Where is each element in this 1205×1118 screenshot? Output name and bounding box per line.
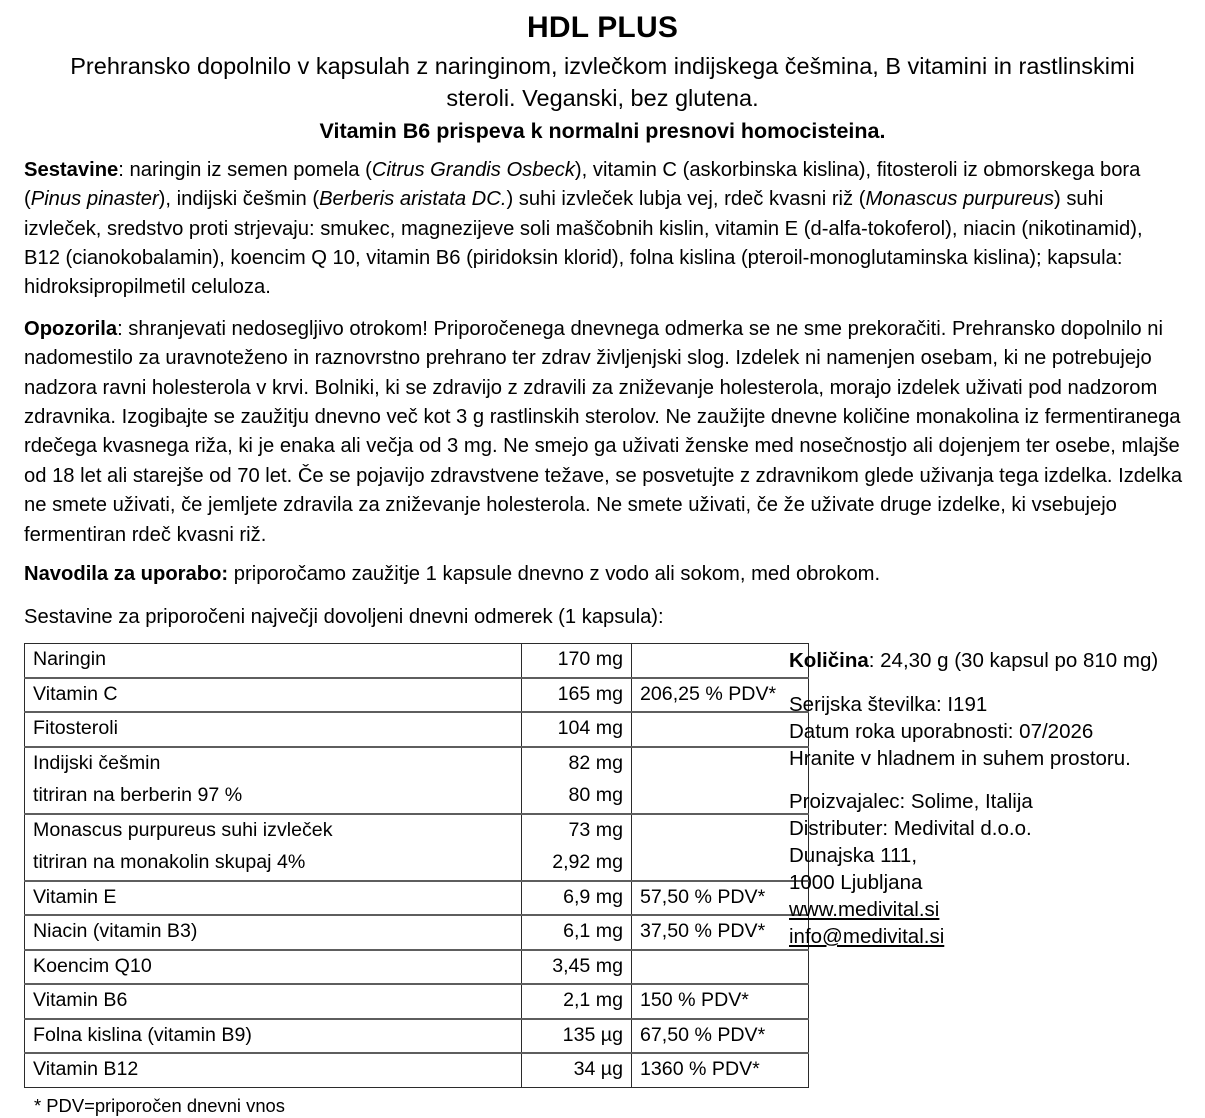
cell-pdv-percent: 67,50 % PDV* (632, 1019, 809, 1054)
table-row (25, 1053, 809, 1087)
cell-amount: 82 mg (522, 747, 632, 781)
ingredients-text-1: : naringin iz semen pomela ( (118, 158, 372, 181)
table-row (25, 712, 809, 747)
ingredients-label: Sestavine (24, 158, 119, 181)
table-row (25, 814, 809, 848)
cell-ingredient-name: Vitamin E (25, 881, 522, 916)
cell-amount: 6,1 mg (522, 915, 632, 950)
warnings-paragraph (14, 315, 1191, 550)
page-title: HDL PLUS (526, 11, 679, 44)
ingredients-text-3: ), indijski češmin ( (158, 188, 320, 211)
cell-pdv-percent: 150 % PDV* (632, 984, 809, 1019)
table-row (25, 950, 809, 985)
ingredients-text-5: ) suhi izvleček, sredstvo proti strjevaju: smukec, magnezijeve soli maščobnih kislin, vitamin E (d-alfa-tokoferol), niacin (nikotinamid), B12 (cianokobalamin), koencim Q 10, vitamin B6 (piridoksin klorid), folna kislina (pteroil-monoglutaminska kislina); kapsula: hidroksipropilmetil celuloza. (24, 188, 1143, 299)
facts-table-body (25, 644, 809, 1088)
cell-ingredient-name: Fitosteroli (25, 712, 522, 747)
cell-amount: 165 mg (522, 678, 632, 713)
quantity-line (789, 647, 1183, 674)
company-block (789, 788, 1183, 950)
batch-number: Serijska številka: I191 (789, 692, 988, 716)
cell-ingredient-name: Koencim Q10 (25, 950, 522, 985)
address-city: 1000 Ljubljana (789, 870, 923, 894)
cell-ingredient-name: Folna kislina (vitamin B9) (25, 1019, 522, 1054)
table-row (25, 1019, 809, 1054)
table-row (25, 747, 809, 781)
info-panel (767, 643, 1183, 965)
usage-label: Navodila za uporabo: (24, 562, 229, 585)
ingredients-italic-4: Monascus purpureus (865, 188, 1054, 211)
batch-block (789, 691, 1183, 772)
table-row (25, 678, 809, 713)
cell-ingredient-name: titriran na monakolin skupaj 4% (25, 847, 522, 881)
table-row (25, 847, 809, 881)
cell-amount: 80 mg (522, 780, 632, 814)
product-subtitle: Prehransko dopolnilo v kapsulah z naringinom, izvlečkom indijskega češmina, B vitamini in rastlinskimi steroli. Veganski, bez glutena. (70, 53, 1135, 111)
email-link[interactable]: info@medivital.si (789, 924, 945, 948)
cell-pdv-percent: 206,25 % PDV* (632, 678, 809, 713)
quantity-value: : 24,30 g (30 kapsul po 810 mg) (868, 649, 1159, 673)
table-caption: Sestavine za priporočeni največji dovoljeni dnevni odmerek (1 kapsula): (24, 606, 664, 629)
cell-amount: 6,9 mg (522, 881, 632, 916)
cell-pdv-percent: 37,50 % PDV* (632, 915, 809, 950)
warnings-label: Opozorila (24, 317, 118, 340)
website-link[interactable]: www.medivital.si (789, 897, 940, 921)
cell-amount: 135 µg (522, 1019, 632, 1054)
ingredients-paragraph (14, 156, 1191, 303)
address-street: Dunajska 111, (789, 843, 918, 867)
cell-pdv-percent: 57,50 % PDV* (632, 881, 809, 916)
cell-amount: 34 µg (522, 1053, 632, 1087)
cell-ingredient-name: titriran na berberin 97 % (25, 780, 522, 814)
ingredients-italic-1: Citrus Grandis Osbeck (371, 158, 575, 181)
health-claim: Vitamin B6 prispeva k normalni presnovi homocisteina. (319, 118, 886, 143)
storage-instruction: Hranite v hladnem in suhem prostoru. (789, 746, 1131, 770)
cell-amount: 104 mg (522, 712, 632, 747)
cell-ingredient-name: Niacin (vitamin B3) (25, 915, 522, 950)
ingredients-italic-2: Pinus pinaster (30, 188, 159, 211)
cell-ingredient-name: Vitamin C (25, 678, 522, 713)
cell-ingredient-name: Naringin (25, 644, 522, 678)
pdv-footnote: * PDV=priporočen dnevni vnos (34, 1094, 285, 1116)
facts-table-column (24, 643, 777, 1117)
supplement-facts-table (24, 643, 809, 1088)
cell-pdv-percent: 1360 % PDV* (632, 1053, 809, 1087)
expiry-date: Datum roka uporabnosti: 07/2026 (789, 719, 1094, 743)
table-row (25, 644, 809, 678)
cell-ingredient-name: Vitamin B12 (25, 1053, 522, 1087)
manufacturer: Proizvajalec: Solime, Italija (789, 789, 1033, 813)
quantity-label: Količina (789, 649, 869, 673)
cell-ingredient-name: Monascus purpureus suhi izvleček (25, 814, 522, 848)
cell-ingredient-name: Indijski češmin (25, 747, 522, 781)
cell-amount: 73 mg (522, 814, 632, 848)
cell-ingredient-name: Vitamin B6 (25, 984, 522, 1019)
cell-amount: 2,92 mg (522, 847, 632, 881)
table-row (25, 915, 809, 950)
ingredients-italic-3: Berberis aristata DC. (319, 188, 507, 211)
cell-amount: 170 mg (522, 644, 632, 678)
ingredients-text-2: ), vitamin C (askorbinska kislina), fitosteroli iz obmorskega bora ( (24, 158, 1141, 211)
distributor: Distributer: Medivital d.o.o. (789, 816, 1032, 840)
ingredients-text-4: ) suhi izvleček lubja vej, rdeč kvasni riž ( (506, 188, 866, 211)
cell-amount: 3,45 mg (522, 950, 632, 985)
table-row (25, 984, 809, 1019)
lower-section (14, 643, 1191, 1117)
usage-text: priporočamo zaužitje 1 kapsule dnevno z vodo ali sokom, med obrokom. (228, 562, 881, 585)
usage-paragraph (14, 560, 1191, 589)
cell-amount: 2,1 mg (522, 984, 632, 1019)
table-row (25, 881, 809, 916)
warnings-text: : shranjevati nedosegljivo otrokom! Priporočenega dnevnega odmerka se ne sme prekoračiti. Prehransko dopolnilo ni nadomestilo za uravnoteženo in raznovrstno prehrano ter zdrav življenjski slog. Izdelek ni namenjen osebam, ki ne potrebujejo nadzora ravni holesterola v krvi. Bolniki, ki se zdravijo z zdravili za zniževanje holesterola, morajo izdelek uživati pod nadzorom zdravnika. Izogibajte se zaužitju dnevno več kot 3 g rastlinskih sterolov. Ne zaužijte dnevne količine monakolina iz fermentiranega rdečega kvasnega riža, ki je enaka ali večja od 3 mg. Ne smejo ga uživati ženske med nosečnostjo ali dojenjem ter osebe, mlajše od 18 let ali starejše od 70 let. Če se pojavijo zdravstvene težave, se posvetujte z zdravnikom glede uživanja tega izdelka. Izdelka ne smete uživati, če jemljete zdravila za zniževanje holesterola. Ne smete uživati, če že uživate druge izdelke, ki vsebujejo fermentiran rdeč kvasni riž. (24, 317, 1183, 546)
table-row (25, 780, 809, 814)
